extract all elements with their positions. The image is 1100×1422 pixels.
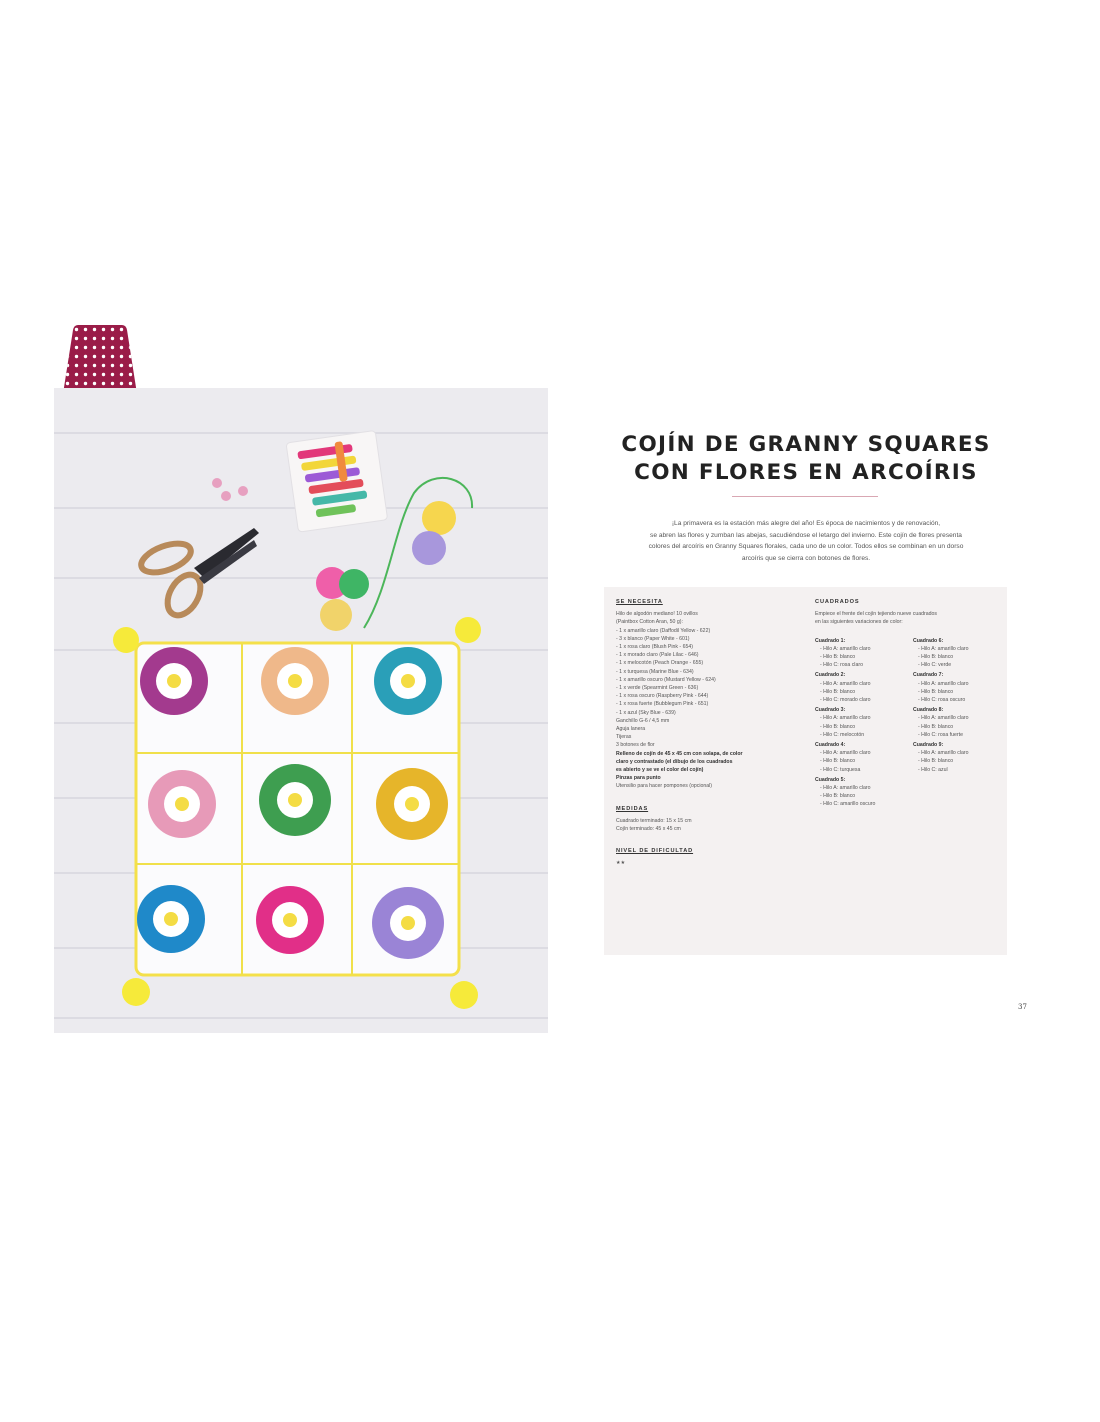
squares-list-right — [913, 635, 1001, 809]
square-line: - Hilo B: blanco — [820, 654, 856, 661]
measures-item: Cuadrado terminado: 15 x 15 cm — [616, 817, 692, 824]
square-line: - Hilo C: rosa oscuro — [918, 697, 966, 704]
needs-list — [616, 610, 806, 790]
materials-column — [616, 598, 806, 868]
square-title: Cuadrado 1: — [815, 637, 846, 644]
square-line: - Hilo C: rosa claro — [820, 662, 863, 669]
needs-item: - 1 x melocotón (Peach Orange - 655) — [616, 660, 704, 667]
square-line: - Hilo C: morado claro — [820, 697, 871, 704]
squares-list-left — [815, 635, 903, 809]
needs-item: (Paintbox Cotton Aran, 50 g): — [616, 619, 683, 626]
intro-line: ¡La primavera es la estación más alegre del año! Es época de nacimientos y de renovación, — [671, 520, 941, 527]
needs-item: 3 botones de flor — [616, 742, 655, 749]
square-line: - Hilo A: amarillo claro — [820, 645, 871, 652]
square-title: Cuadrado 9: — [913, 742, 944, 749]
square-line: - Hilo B: blanco — [918, 758, 954, 765]
page-number: 37 — [1018, 1003, 1027, 1011]
square-line: - Hilo B: blanco — [820, 758, 856, 765]
intro-line: arcoíris que se cierra con botones de flores. — [741, 554, 871, 562]
square-title: Cuadrado 6: — [913, 637, 944, 644]
needs-item: - 1 x amarillo claro (Daffodil Yellow - 622) — [616, 627, 711, 634]
needs-item: es abierto y se ve el color del cojín) — [616, 767, 704, 774]
intro-line: colores del arcoíris en Granny Squares florales, cada uno de un color. Todos ellos se combinan en un dorso — [648, 543, 964, 550]
crochet-cushion-photo — [54, 388, 548, 1033]
needs-item: Tijeras — [616, 734, 632, 741]
page-title — [604, 431, 1008, 487]
squares-heading: CUADRADOS — [815, 599, 860, 605]
intro-line: se abren las flores y zumban las abejas, sacudiéndose el letargo del invierno. Este cojín de flores presenta — [650, 531, 962, 539]
square-line: - Hilo B: blanco — [918, 688, 954, 695]
needs-item: Ganchillo G-6 / 4,5 mm — [616, 717, 670, 724]
difficulty-rating: ★★ — [616, 860, 626, 867]
needs-item: - 1 x turquesa (Marine Blue - 634) — [616, 668, 694, 675]
square-line: - Hilo B: blanco — [820, 793, 856, 800]
squares-intro: en las siguientes variaciones de color: — [815, 619, 903, 626]
square-line: - Hilo A: amarillo claro — [820, 680, 871, 687]
needs-item: Hilo de algodón mediano! 10 ovillos — [616, 611, 698, 618]
square-line: - Hilo A: amarillo claro — [820, 785, 871, 792]
square-line: - Hilo C: turquesa — [820, 766, 861, 773]
difficulty-heading: NIVEL DE DIFICULTAD — [616, 848, 694, 855]
needs-item: Pinzas para punto — [616, 775, 661, 782]
square-line: - Hilo A: amarillo claro — [918, 750, 969, 757]
needs-item: Aguja lanera — [616, 726, 646, 733]
square-line: - Hilo A: amarillo claro — [820, 750, 871, 757]
square-title: Cuadrado 5: — [815, 776, 846, 783]
title-divider — [732, 496, 878, 497]
needs-item: Relleno de cojín de 45 x 45 cm con solapa, de color — [616, 750, 743, 757]
square-title: Cuadrado 2: — [815, 672, 846, 679]
materials-panel — [604, 587, 1007, 955]
needs-item: - 3 x blanco (Paper White - 601) — [616, 635, 690, 642]
square-line: - Hilo C: azul — [918, 766, 948, 773]
square-title: Cuadrado 3: — [815, 707, 846, 714]
needs-item: - 1 x rosa fuerte (Bubblegum Pink - 651) — [616, 701, 709, 708]
intro-paragraph — [612, 518, 1000, 564]
square-line: - Hilo A: amarillo claro — [820, 715, 871, 722]
squares-column — [815, 598, 1001, 809]
square-line: - Hilo A: amarillo claro — [918, 715, 969, 722]
square-line: - Hilo C: melocotón — [820, 731, 865, 738]
needs-item: - 1 x morado claro (Pale Lilac - 646) — [616, 652, 699, 659]
needs-item: - 1 x rosa oscuro (Raspberry Pink - 644) — [616, 693, 709, 700]
square-title: Cuadrado 8: — [913, 707, 944, 714]
needs-heading: SE NECESITA — [616, 599, 663, 605]
square-line: - Hilo C: rosa fuerte — [918, 731, 963, 738]
measures-item: Cojín terminado: 45 x 45 cm — [616, 826, 681, 833]
square-line: - Hilo B: blanco — [918, 654, 954, 661]
square-title: Cuadrado 4: — [815, 742, 846, 749]
square-line: - Hilo C: amarillo oscuro — [820, 801, 876, 808]
square-line: - Hilo B: blanco — [820, 723, 856, 730]
title-line-2: CON FLORES EN ARCOÍRIS — [634, 460, 978, 485]
needs-item: - 1 x verde (Spearmint Green - 636) — [616, 685, 699, 692]
measures-heading: MEDIDAS — [616, 805, 649, 812]
square-line: - Hilo A: amarillo claro — [918, 680, 969, 687]
square-line: - Hilo C: verde — [918, 662, 952, 669]
squares-intro: Empiece el frente del cojín tejiendo nueve cuadrados — [815, 611, 937, 618]
square-title: Cuadrado 7: — [913, 672, 944, 679]
needs-item: Utensilio para hacer pompones (opcional) — [616, 783, 713, 790]
title-line-1: COJÍN DE GRANNY SQUARES — [621, 432, 991, 457]
needs-item: claro y contrastado (el dibujo de los cuadrados — [616, 758, 733, 765]
needs-item: - 1 x amarillo oscuro (Mustard Yellow - 624) — [616, 676, 716, 683]
square-line: - Hilo B: blanco — [918, 723, 954, 730]
needs-item: - 1 x azul (Sky Blue - 639) — [616, 709, 676, 716]
needs-item: - 1 x rosa claro (Blush Pink - 654) — [616, 644, 693, 651]
square-line: - Hilo A: amarillo claro — [918, 645, 969, 652]
square-line: - Hilo B: blanco — [820, 688, 856, 695]
